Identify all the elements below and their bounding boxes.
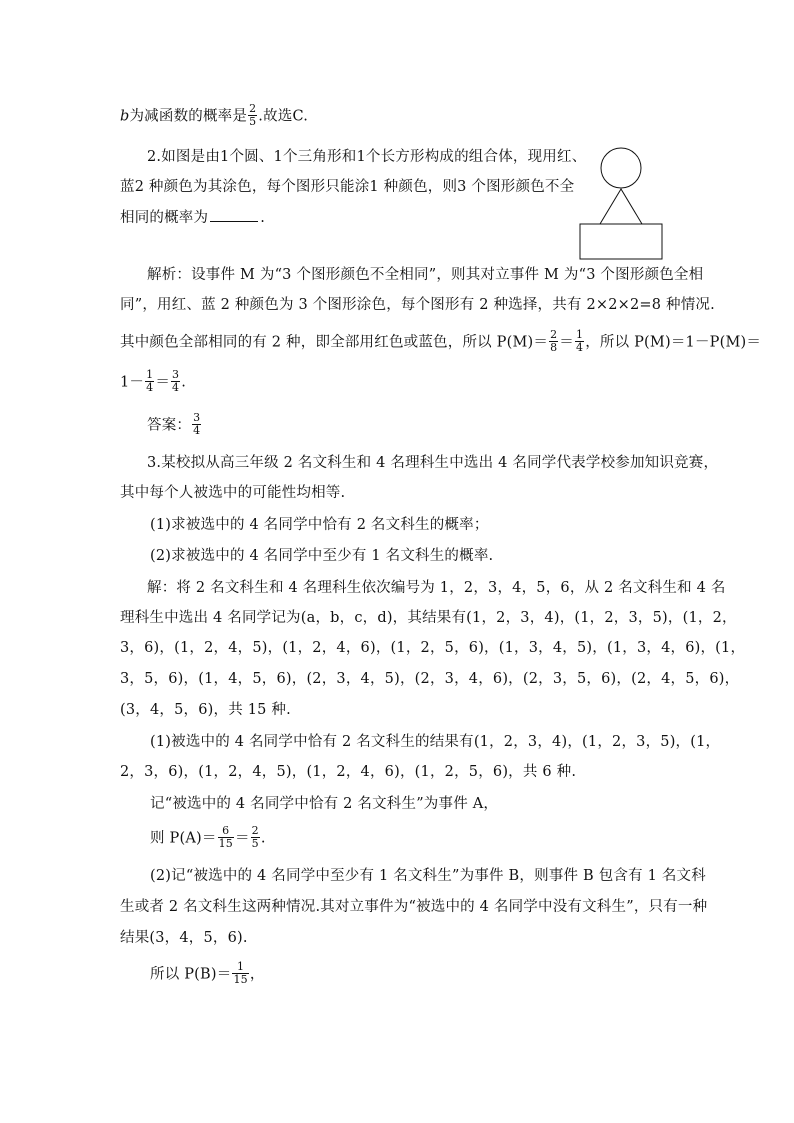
fraction [192, 412, 201, 437]
solution-line: 生或者 2 名文科生这两种情况.其对立事件为“被选中的 4 名同学中没有文科生”，只有一种 [120, 899, 708, 915]
fraction-numerator: 1 [575, 328, 584, 341]
text-span: ＝ [155, 374, 171, 391]
analysis-line [120, 370, 186, 395]
text-span: . [181, 374, 187, 391]
analysis-line: 解析：设事件 M 为“3 个图形颜色不全相同”，则其对立事件 M 为“3 个图形颜色全相 [147, 267, 704, 283]
text-span: 为减函数的概率是 [129, 108, 248, 125]
text-span: b [120, 108, 130, 125]
solution-line: (2)记“被选中的 4 名同学中至少有 1 名文科生”为事件 B，则事件 B 包含有 1 名文科 [150, 868, 706, 884]
fraction-numerator: 2 [249, 102, 257, 115]
fraction [549, 329, 558, 354]
answer-line [147, 413, 202, 438]
fraction [145, 369, 154, 394]
solution-line: 2，3，6)，(1，2，4，5)，(1，2，4，6)，(1，2，5，6)，共 6 种. [120, 764, 577, 780]
problem-2-line: 2.如图是由1个圆、1个三角形和1个长方形构成的组合体，现用红、 [147, 149, 587, 165]
fraction-numerator: 2 [550, 328, 558, 341]
solution-line: 理科生中选出 4 名同学记为(a，b，c，d)，其结果有(1，2，3，4)，(1，2，3，5)，(1，2， [120, 610, 737, 626]
fraction-numerator: 3 [172, 368, 180, 381]
fraction-denominator: 5 [251, 837, 259, 850]
solution-line: (3，4，5，6)，共 15 种. [120, 702, 291, 718]
fraction-denominator: 4 [172, 381, 180, 394]
solution-line: 结果(3，4，5，6). [120, 930, 248, 946]
text-span: ＝ [559, 334, 574, 351]
fraction-denominator: 4 [575, 341, 584, 354]
text-span: 其中颜色全部相同的有 2 种，即全部用红色或蓝色，所以 P(M)＝ [120, 334, 549, 351]
analysis-line: 同”，用红、蓝 2 种颜色为 3 个图形涂色，每个图形有 2 种选择，共有 2×2×2=8 种情况. [120, 297, 715, 313]
solution-line: 3，6)，(1，2，4，5)，(1，2，4，6)，(1，2，5，6)，(1，3，4，5)，(1，3，4，6)，(1， [120, 640, 746, 656]
fraction-numerator: 1 [237, 960, 245, 973]
problem-3-line: 3.某校拟从高三年级 2 名文科生和 4 名理科生中选出 4 名同学代表学校参加知识竞赛， [147, 455, 719, 471]
text-span: . [260, 210, 266, 226]
problem-3-part-1: (1)求被选中的 4 名同学中恰有 2 名文科生的概率； [150, 517, 489, 533]
problem-2-line: 蓝2 种颜色为其涂色，每个图形只能涂1 种颜色，则3 个图形颜色不全 [120, 179, 575, 195]
analysis-line [120, 330, 761, 355]
solution-line: 记“被选中的 4 名同学中恰有 2 名文科生”为事件 A， [150, 796, 499, 812]
fraction-numerator: 3 [193, 411, 201, 424]
fraction [248, 103, 257, 128]
fraction [171, 369, 180, 394]
problem-3-part-2: (2)求被选中的 4 名同学中至少有 1 名文科生的概率. [150, 548, 494, 564]
answer-blank [210, 207, 258, 222]
problem-2-line [120, 207, 265, 228]
figure-circle-triangle-rectangle [578, 146, 664, 262]
text-line [120, 104, 308, 129]
text-span: 则 P(A)＝ [150, 830, 217, 847]
fraction-numerator: 2 [251, 824, 259, 837]
solution-line [150, 826, 266, 851]
solution-line: 解：将 2 名文科生和 4 名理科生依次编号为 1，2，3，4，5，6，从 2 名文科生和 4 名 [147, 580, 726, 596]
text-span: 1－ [120, 374, 145, 391]
text-span: 相同的概率为 [120, 210, 209, 226]
fraction [232, 961, 248, 986]
fraction-denominator: 4 [146, 381, 154, 394]
fraction-denominator: 8 [550, 341, 558, 354]
text-span: ， [249, 966, 265, 983]
text-span: ＝ [234, 830, 250, 847]
fraction [575, 329, 584, 354]
problem-3-line: 其中每个人被选中的可能性均相等. [120, 485, 346, 501]
solution-line: 3，5，6)，(1，4，5，6)，(2，3，4，5)，(2，3，4，6)，(2，3，5，6)，(2，4，5，6)， [120, 671, 740, 687]
text-span: . [260, 830, 266, 847]
triangle-shape [600, 189, 642, 224]
text-span: ，所以 P(M)＝1－P(M)＝ [585, 334, 762, 351]
rectangle-shape [580, 224, 662, 259]
circle-shape [601, 148, 641, 188]
text-span: .故选C. [258, 108, 309, 125]
fraction [218, 825, 234, 850]
fraction [251, 825, 260, 850]
fraction-numerator: 6 [222, 824, 230, 837]
fraction-denominator: 5 [249, 115, 257, 128]
fraction-denominator: 15 [233, 973, 248, 986]
fraction-numerator: 1 [146, 368, 154, 381]
solution-line: (1)被选中的 4 名同学中恰有 2 名文科生的结果有(1，2，3，4)，(1，2，3，5)，(1， [150, 734, 721, 750]
fraction-denominator: 15 [218, 837, 233, 850]
text-span: 所以 P(B)＝ [150, 966, 232, 983]
text-span: 答案： [147, 417, 192, 434]
fraction-denominator: 4 [193, 424, 201, 437]
solution-line [150, 962, 265, 987]
